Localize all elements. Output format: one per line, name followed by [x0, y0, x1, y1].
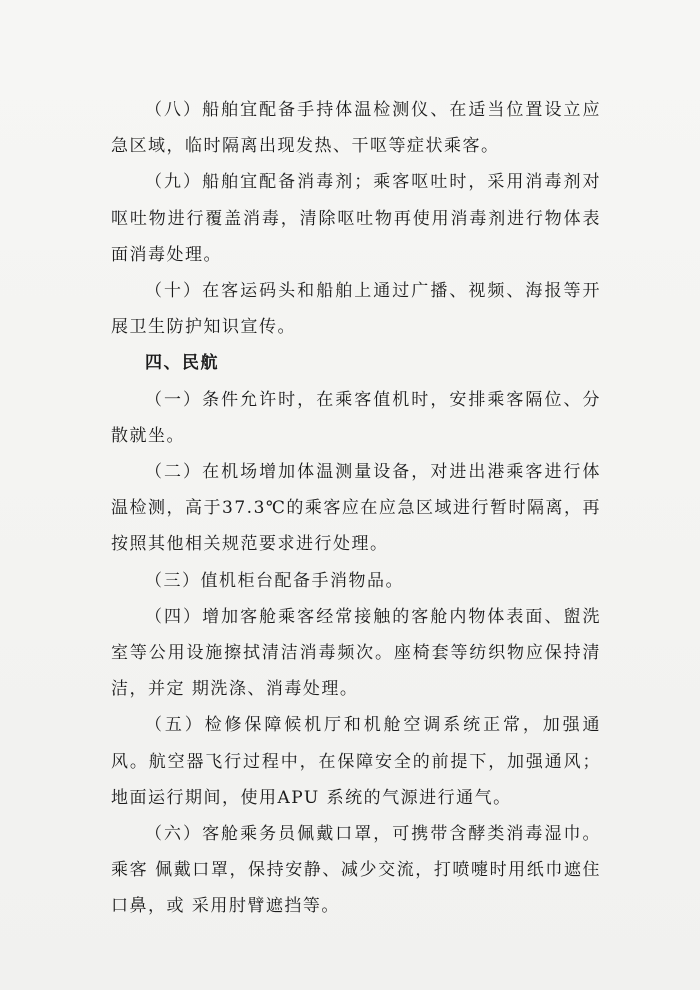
document-body — [111, 92, 601, 925]
section-paragraph-5: （五）检修保障候机厅和机舱空调系统正常，加强通风。航空器飞行过程中，在保障安全的前提下，加强通风；地面运行期间，使用APU 系统的气源进行通气。 — [111, 715, 601, 808]
section-heading: 四、民航 — [145, 353, 219, 374]
section-paragraph-1: （一）条件允许时，在乘客值机时，安排乘客隔位、分散就坐。 — [111, 389, 601, 446]
paragraph-10: （十）在客运码头和船舶上通过广播、视频、海报等开展卫生防护知识宣传。 — [111, 281, 601, 338]
section-paragraph-3: （三）值机柜台配备手消物品。 — [145, 570, 404, 591]
paragraph-8: （八）船舶宜配备手持体温检测仪、在适当位置设立应急区域，临时隔离出现发热、干呕等症状乘客。 — [111, 100, 601, 157]
section-paragraph-4: （四）增加客舱乘客经常接触的客舱内物体表面、盥洗室等公用设施擦拭清洁消毒频次。座椅套等纺织物应保持清洁，并定 期洗涤、消毒处理。 — [111, 606, 601, 700]
section-paragraph-2: （二）在机场增加体温测量设备，对进出港乘客进行体温检测，高于37.3℃的乘客应在应急区域进行暂时隔离，再按照其他相关规范要求进行处理。 — [111, 462, 601, 555]
paragraph-9: （九）船舶宜配备消毒剂；乘客呕吐时，采用消毒剂对呕吐物进行覆盖消毒，清除呕吐物再使用消毒剂进行物体表面消毒处理。 — [111, 172, 601, 265]
section-paragraph-6: （六）客舱乘务员佩戴口罩，可携带含酵类消毒湿巾。乘客 佩戴口罩，保持安静、减少交流，打喷嚏时用纸巾遮住口鼻，或 采用肘臂遮挡等。 — [111, 824, 601, 917]
